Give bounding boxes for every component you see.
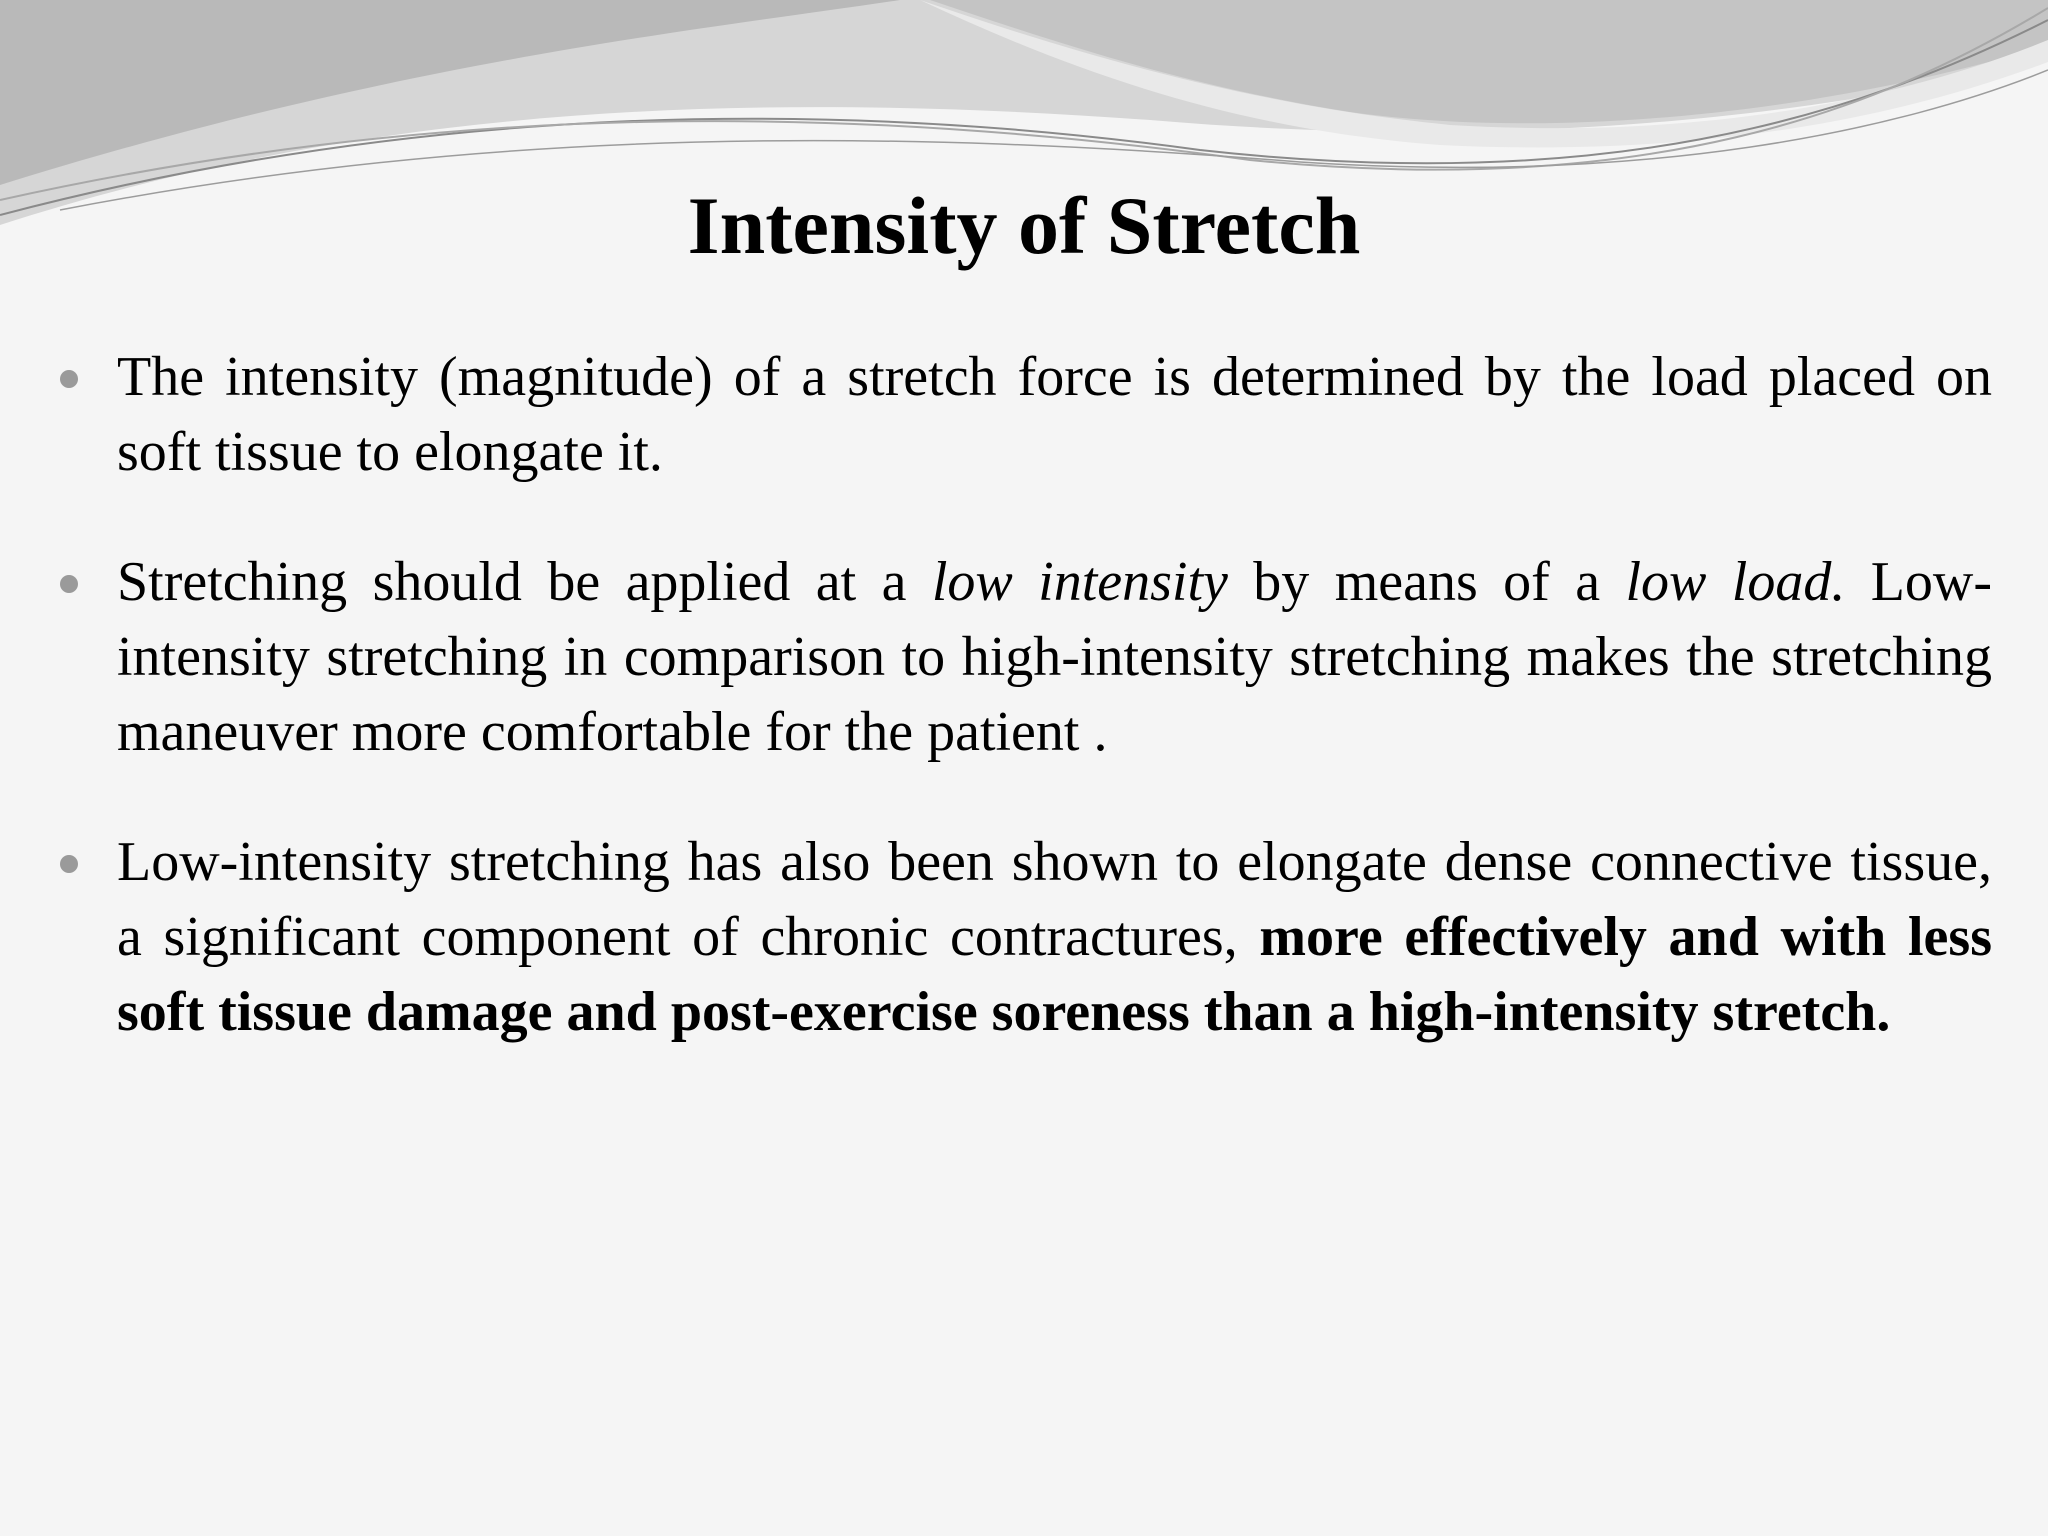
- bullet-dot-icon: [60, 370, 78, 388]
- bullet-text: Low-intensity stretching in comparison to high-intensity stretching makes the stretching maneuver more comfortable for the patient .: [117, 551, 1993, 763]
- bullet-item: [117, 340, 1992, 490]
- bullet-item: [117, 545, 1992, 770]
- bullet-text-italic: low load.: [1625, 551, 1846, 613]
- bullet-text: Low-intensity stretching has also been shown to elongate dense connective tissue, a significant component of chronic contractures,: [117, 831, 1992, 968]
- bullet-dot-icon: [60, 855, 78, 873]
- bullet-text: by means of a: [1227, 551, 1626, 613]
- slide-title: Intensity of Stretch: [687, 180, 1361, 271]
- bullet-text-italic: low intensity: [931, 551, 1228, 613]
- bullet-dot-icon: [60, 575, 78, 593]
- bullet-text: Stretching should be applied at a: [117, 551, 932, 613]
- bullet-text-bold: more effectively and with less soft tissue damage and post-exercise soreness than a high-intensity stretch.: [117, 906, 1992, 1043]
- bullet-text: The intensity (magnitude) of a stretch force is determined by the load placed on soft tissue to elongate it.: [117, 346, 1992, 483]
- bullet-item: [117, 825, 1992, 1050]
- bullet-list: [117, 340, 1992, 1105]
